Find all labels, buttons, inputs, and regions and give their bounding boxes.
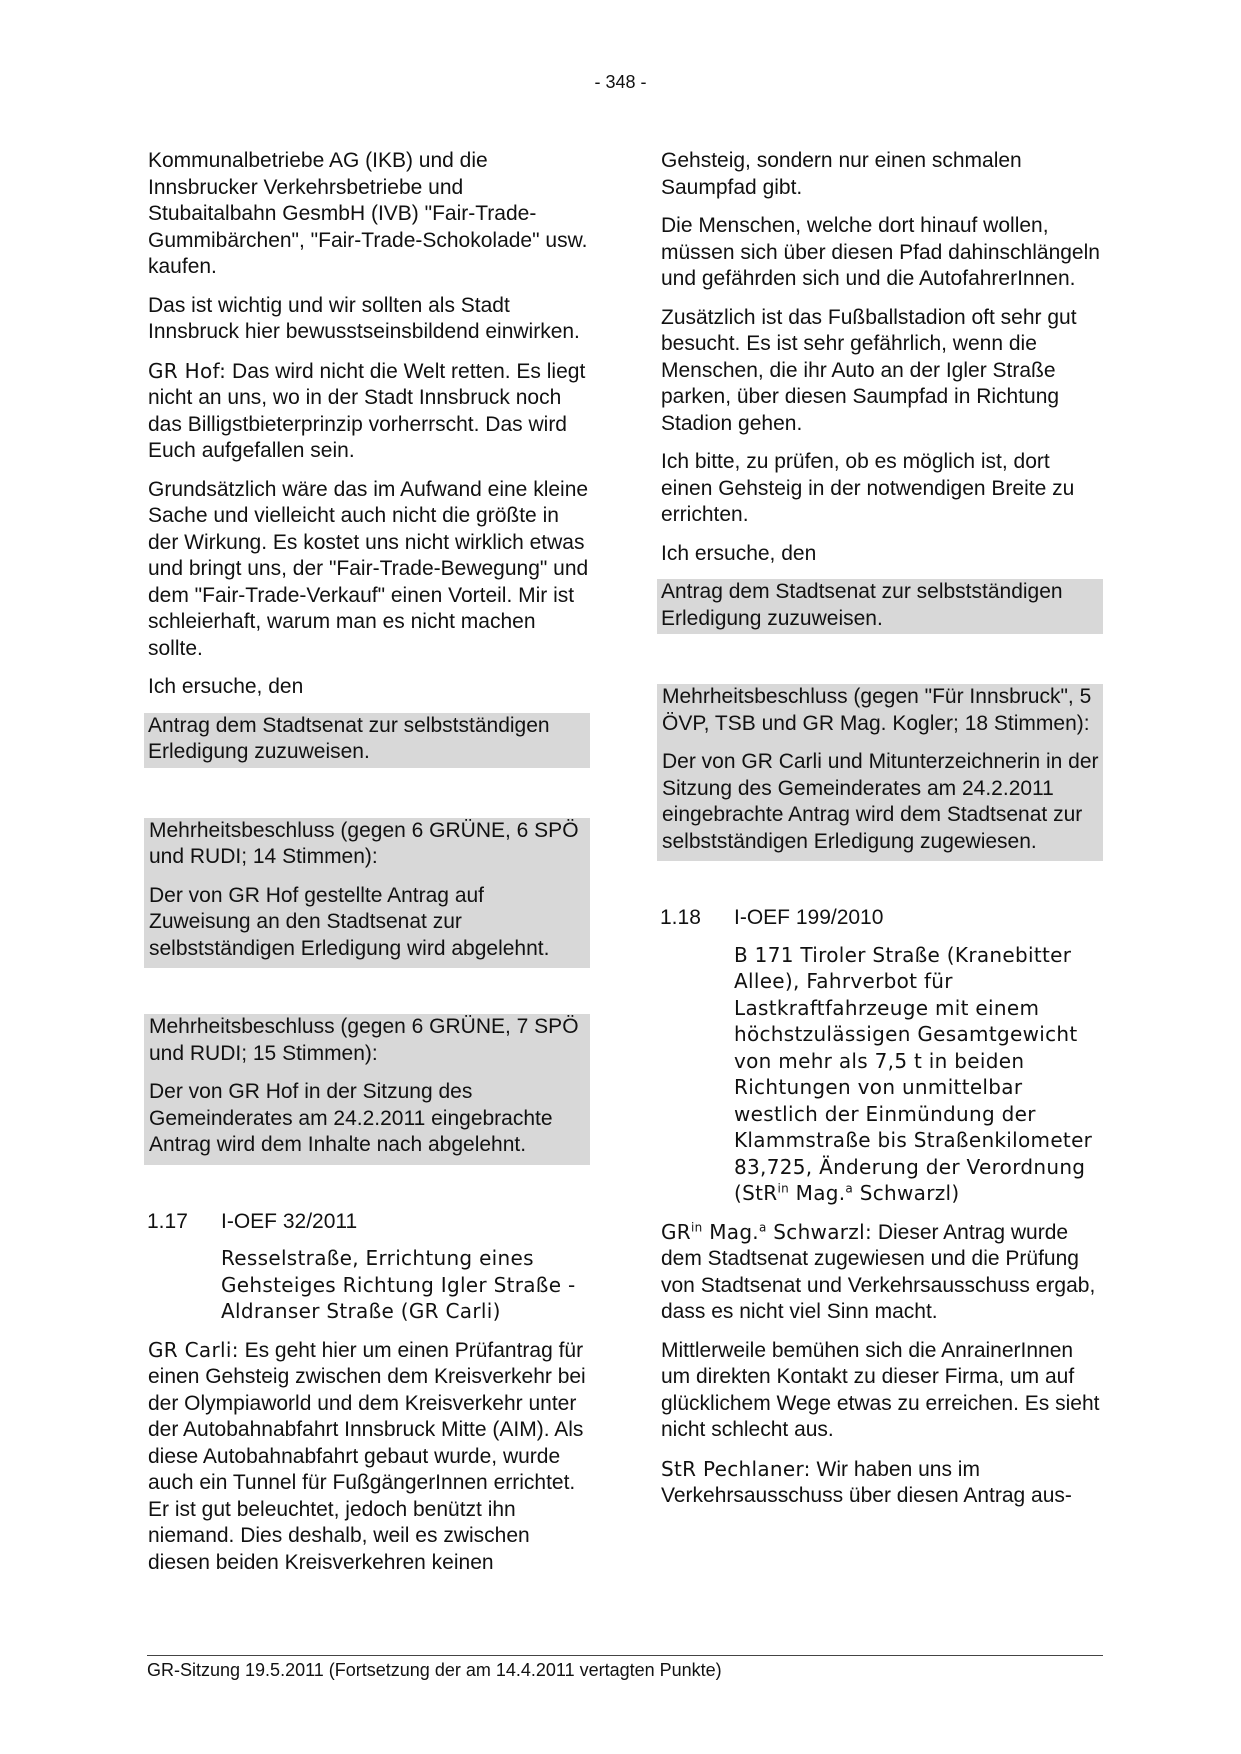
paragraph: Kommunalbetriebe AG (IKB) und die Innsbrucker Verkehrsbetriebe und Stubaitalbahn GesmbH (IVB) "Fair-Trade-Gummibärchen", "Fair-Trade-Schokolade" usw. kaufen. — [148, 149, 588, 278]
item-number: 1.18 — [660, 906, 701, 929]
agenda-item-header — [660, 905, 1103, 932]
agenda-item-header — [147, 1209, 590, 1236]
paragraph — [660, 1219, 1103, 1326]
resolution-text: Der von GR Hof gestellte Antrag auf Zuweisung an den Stadtsenat zur selbstständigen Erledigung wird abgelehnt. — [149, 883, 550, 960]
footer: GR-Sitzung 19.5.2011 (Fortsetzung der am 14.4.2011 vertagten Punkte) — [147, 1660, 722, 1680]
left-column — [147, 148, 590, 1588]
item-title: Resselstraße, Errichtung eines Gehsteiges Richtung Igler Straße - Aldranser Straße (GR Carli) — [221, 1246, 576, 1323]
paragraph: Ich bitte, zu prüfen, ob es möglich ist, dort einen Gehsteig in der notwendigen Breite zu errichten. — [661, 450, 1075, 526]
item-title: B 171 Tiroler Straße (Kranebitter Allee), Fahrverbot für Lastkraftfahrzeuge mit einem höchstzulässigen Gesamtgewicht von mehr als 7,5 t in beiden Richtungen von unmittelbar westlich der Einmündung der Klammstraße bis Straßenkilometer 83,725, Änderung der Verordnung (StR$^{in}$ Mag.$^a$ Schwarzl) — [734, 942, 1093, 1205]
motion-text: Antrag dem Stadtsenat zur selbstständigen Erledigung zuzuweisen. — [657, 579, 1103, 634]
paragraph: Grundsätzlich wäre das im Aufwand eine kleine Sache und vielleicht auch nicht die größte in der Wirkung. Es kostet uns nicht wirklich etwas und bringt uns, der "Fair-Trade-Bewegung" und dem "Fair-Trade-Verkauf" einen Vorteil. Mir ist schleierhaft, warum man es nicht machen sollte. — [148, 477, 589, 660]
paragraph: Gehsteig, sondern nur einen schmalen Saumpfad gibt. — [661, 149, 1022, 199]
paragraph: Mittlerweile bemühen sich die AnrainerInnen um direkten Kontakt zu dieser Firma, um auf glücklichem Wege etwas zu erreichen. Es sieht nicht schlecht aus. — [661, 1338, 1100, 1441]
speech-text: Wir haben uns im Verkehrsausschuss über diesen Antrag aus- — [661, 1457, 1072, 1507]
resolution-block — [144, 818, 590, 969]
item-number: 1.17 — [147, 1209, 188, 1233]
right-column — [660, 148, 1103, 1522]
resolution-vote: Mehrheitsbeschluss (gegen 6 GRÜNE, 6 SPÖ und RUDI; 14 Stimmen): — [149, 818, 579, 868]
speech-text: Dieser Antrag wurde dem Stadtsenat zugewiesen und die Prüfung von Stadtsenat und Verkehrsausschuss ergab, dass es nicht viel Sinn macht. — [661, 1220, 1096, 1323]
resolution-vote: Mehrheitsbeschluss (gegen 6 GRÜNE, 7 SPÖ und RUDI; 15 Stimmen): — [149, 1015, 579, 1065]
resolution-block — [657, 684, 1103, 861]
paragraph: Zusätzlich ist das Fußballstadion oft sehr gut besucht. Es ist sehr gefährlich, wenn die Menschen, die ihr Auto an der Igler Straße parken, über diesen Saumpfad in Richtung Stadion gehen. — [661, 305, 1077, 435]
speaker-name: StR Pechlaner: — [661, 1456, 811, 1481]
item-code: I-OEF 32/2011 — [221, 1209, 358, 1233]
paragraph — [147, 1337, 590, 1577]
footer-divider — [147, 1655, 1103, 1656]
paragraph: Das ist wichtig und wir sollten als Stadt Innsbruck hier bewusstseinsbildend einwirken. — [148, 293, 580, 343]
resolution-text: Der von GR Carli und Mitunterzeichnerin in der Sitzung des Gemeinderates am 24.2.2011 eingebrachte Antrag wird dem Stadtsenat zur selbstständigen Erledigung zugewiesen. — [662, 750, 1099, 853]
speaker-name: $GR^{in}$ Mag.$^a$ Schwarzl: — [661, 1219, 872, 1244]
item-code: I-OEF 199/2010 — [734, 906, 884, 929]
speaker-name: GR Hof: — [148, 358, 227, 383]
paragraph — [147, 358, 590, 465]
paragraph: Die Menschen, welche dort hinauf wollen, müssen sich über diesen Pfad dahinschlängeln und gefährden sich und die AutofahrerInnen. — [661, 214, 1100, 290]
speech-text: Es geht hier um einen Prüfantrag für einen Gehsteig zwischen dem Kreisverkehr bei der Olympiaworld und dem Kreisverkehr unter der Autobahnabfahrt Innsbruck Mitte (AIM). Als diese Autobahnabfahrt gebaut wurde, wurde auch ein Tunnel für FußgängerInnen errichtet. Er ist gut beleuchtet, jedoch benützt ihn niemand. Dies deshalb, weil es zwischen diesen beiden Kreisverkehren keinen — [148, 1338, 586, 1574]
motion-text: Antrag dem Stadtsenat zur selbstständigen Erledigung zuzuweisen. — [144, 713, 590, 768]
speech-text: Das wird nicht die Welt retten. Es liegt nicht an uns, wo in der Stadt Innsbruck noch das Billigstbieterprinzip vorherrscht. Das wird Euch aufgefallen sein. — [148, 359, 586, 462]
paragraph: Ich ersuche, den — [661, 541, 817, 565]
resolution-block — [144, 1014, 590, 1165]
resolution-text: Der von GR Hof in der Sitzung des Gemeinderates am 24.2.2011 eingebrachte Antrag wird dem Inhalte nach abgelehnt. — [149, 1080, 553, 1156]
paragraph: Ich ersuche, den — [148, 675, 304, 698]
page-number: - 348 - — [594, 72, 647, 92]
paragraph — [660, 1456, 1103, 1510]
speaker-name: GR Carli: — [148, 1337, 239, 1362]
resolution-vote: Mehrheitsbeschluss (gegen "Für Innsbruck", 5 ÖVP, TSB und GR Mag. Kogler; 18 Stimmen): — [662, 685, 1092, 735]
